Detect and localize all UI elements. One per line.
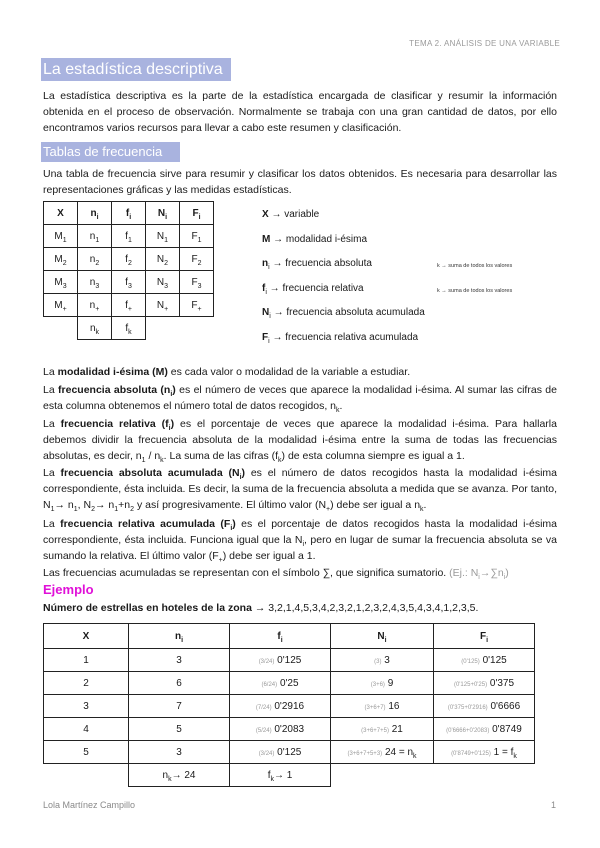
table-cell: (3/24) 0'125 <box>230 741 331 764</box>
header-cell: $N_i$ <box>331 624 434 649</box>
definition-sumatorio: Las frecuencias acumuladas se representan con el símbolo ∑, que significa sumatorio. (Ej.: $N_i\to\sum n_i$) <box>43 567 509 582</box>
table-cell: (5/24) 0'2083 <box>230 718 331 741</box>
table-cell: (0'6666+0'2083) 0'8749 <box>434 718 535 741</box>
table-row <box>44 672 535 695</box>
example-table <box>43 623 535 787</box>
table-cell: $f_2$ <box>112 248 146 271</box>
table-cell: 3 <box>129 741 230 764</box>
frequency-template-table <box>43 201 214 340</box>
definition-frecuencia-absoluta: La frecuencia absoluta $(n_i)$ es el número de veces que aparece la modalidad i-ésima. Al sumar las cifras de esta columna obtenemos el número total de datos recogidos, $n_k$. <box>43 384 557 415</box>
table-cell: (3+6) 9 <box>331 672 434 695</box>
table-header-row <box>44 624 535 649</box>
table-cell: $n_1$ <box>78 225 112 248</box>
header-cell: $F_i$ <box>434 624 535 649</box>
total-cell: $n_k$ <box>78 317 112 340</box>
definition-absoluta-acumulada: La frecuencia absoluta acumulada $(N_i)$ es el número de datos recogidos hasta la modalidad i-ésima correspondiente, ésta incluida. Es decir, la suma de la frecuencia absoluta a medida que se avanza. Por tanto, $N_1\to n_1$, $N_2\to n_1+n_2$ y así progresivamente. El último valor $(N_+)$ debe ser igual a $n_k$. <box>43 467 557 514</box>
table-cell: 3 <box>44 695 129 718</box>
legend-item: $F_i$ → frecuencia relativa acumulada <box>262 332 419 345</box>
table-cell: $N_3$ <box>146 271 180 294</box>
section-title-tablas: Tablas de frecuencia <box>41 142 180 162</box>
blank-cell <box>434 764 535 787</box>
example-title: Ejemplo <box>43 582 94 597</box>
header-cell: $f_i$ <box>112 202 146 225</box>
table-row <box>44 718 535 741</box>
table-cell: (0'375+0'2916) 0'6666 <box>434 695 535 718</box>
legend-item: M → modalidad i-ésima <box>262 234 368 245</box>
table-cell: (6/24) 0'25 <box>230 672 331 695</box>
table-row <box>44 225 214 248</box>
example-subtitle: Número de estrellas en hoteles de la zona → 3,2,1,4,5,3,4,2,3,2,1,2,3,2,4,3,5,4,3,4,1,2,3,5. <box>43 602 479 614</box>
section-title-estadistica: La estadística descriptiva <box>41 58 231 81</box>
legend-item: $n_i$ → frecuencia absoluta <box>262 258 372 271</box>
blank-cell <box>44 317 78 340</box>
table-cell: $n_3$ <box>78 271 112 294</box>
table-row <box>44 649 535 672</box>
running-header: TEMA 2. ANÁLISIS DE UNA VARIABLE <box>409 39 560 48</box>
definition-relativa-acumulada: La frecuencia relativa acumulada $(F_i)$ es el porcentaje de datos recogidos hasta la modalidad i-ésima correspondiente, ésta incluida. Funciona igual que la $N_i$, pero en lugar de sumar la frecuencia absoluta se va sumando la relativa. El último valor $(F_+)$ debe ser igual a 1. <box>43 518 557 565</box>
legend-item: $f_i$ → frecuencia relativa <box>262 283 364 296</box>
blank-cell <box>44 764 129 787</box>
table-row <box>44 294 214 317</box>
total-cell: $n_k\to 24$ <box>129 764 230 787</box>
legend-note: k → suma de todos los valores <box>437 288 513 294</box>
header-cell: $N_i$ <box>146 202 180 225</box>
table-totals-row <box>44 764 535 787</box>
table-cell: $M_2$ <box>44 248 78 271</box>
table-header-row <box>44 202 214 225</box>
intro-paragraph: La estadística descriptiva es la parte de la estadística encargada de clasificar y resumir la información obtenida en el proceso de observación. Normalmente se trabaja con una gran cantidad de datos, por ello encontramos varios recursos para llevar a cabo este resumen y clasificación. <box>43 90 557 134</box>
footer-author: Lola Martínez Campillo <box>43 800 136 810</box>
table-cell: 7 <box>129 695 230 718</box>
header-cell: X <box>44 624 129 649</box>
table-cell: (7/24) 0'2916 <box>230 695 331 718</box>
table-cell: (3/24) 0'125 <box>230 649 331 672</box>
table-cell: $F_3$ <box>180 271 214 294</box>
definition-modalidad: La modalidad i-ésima (M) es cada valor o modalidad de la variable a estudiar. <box>43 366 411 378</box>
table-cell: $n_2$ <box>78 248 112 271</box>
table-cell: $N_1$ <box>146 225 180 248</box>
table-cell: (3+6+7) 16 <box>331 695 434 718</box>
table-cell: (3) 3 <box>331 649 434 672</box>
table-cell: $F_1$ <box>180 225 214 248</box>
header-cell: $n_i$ <box>78 202 112 225</box>
tablas-paragraph: Una tabla de frecuencia sirve para resumir y clasificar los datos obtenidos. Es necesaria para desarrollar las representaciones gráficas y las medidas estadísticas. <box>43 168 557 196</box>
table-cell: $f_3$ <box>112 271 146 294</box>
table-cell: 4 <box>44 718 129 741</box>
table-cell: $F_+$ <box>180 294 214 317</box>
blank-cell <box>180 317 214 340</box>
total-cell: $f_k\to 1$ <box>230 764 331 787</box>
table-cell: $f_1$ <box>112 225 146 248</box>
table-cell: $F_2$ <box>180 248 214 271</box>
table-cell: $f_+$ <box>112 294 146 317</box>
table-cell: $M_1$ <box>44 225 78 248</box>
definition-frecuencia-relativa: La frecuencia relativa $(f_i)$ es el porcentaje de veces que aparece la modalidad i-ésima. Para hallarla debemos dividir la frecuencia absoluta de la modalidad i-ésima entre la suma de todas las frecuencias absolutas, es decir, $n_1 / n_k$. La suma de las cifras $(f_k)$ de esta columna siempre es igual a 1. <box>43 418 557 465</box>
table-cell: (0'125+0'25) 0'375 <box>434 672 535 695</box>
table-cell: (3+6+7+5+3) $24 = n_k$ <box>331 741 434 764</box>
legend-note: k → suma de todos los valores <box>437 263 513 269</box>
page-number: 1 <box>550 800 556 810</box>
table-row <box>44 741 535 764</box>
table-cell: (3+6+7+5) 21 <box>331 718 434 741</box>
table-totals-row <box>44 317 214 340</box>
table-row <box>44 248 214 271</box>
table-cell: 5 <box>44 741 129 764</box>
legend-item: $N_i$ → frecuencia absoluta acumulada <box>262 307 425 320</box>
table-cell: 5 <box>129 718 230 741</box>
table-cell: 6 <box>129 672 230 695</box>
table-cell: 3 <box>129 649 230 672</box>
table-row <box>44 695 535 718</box>
table-cell: 1 <box>44 649 129 672</box>
header-cell: $n_i$ <box>129 624 230 649</box>
table-cell: $N_2$ <box>146 248 180 271</box>
header-cell: X <box>44 202 78 225</box>
legend-item: X → variable <box>262 209 320 220</box>
header-cell: $F_i$ <box>180 202 214 225</box>
table-cell: $M_+$ <box>44 294 78 317</box>
table-cell: 2 <box>44 672 129 695</box>
table-row <box>44 271 214 294</box>
blank-cell <box>146 317 180 340</box>
table-cell: (0'8749+0'125) $1 = f_k$ <box>434 741 535 764</box>
header-cell: $f_i$ <box>230 624 331 649</box>
table-cell: (0'125) 0'125 <box>434 649 535 672</box>
total-cell: $f_k$ <box>112 317 146 340</box>
table-cell: $M_3$ <box>44 271 78 294</box>
table-cell: $N_+$ <box>146 294 180 317</box>
blank-cell <box>331 764 434 787</box>
table-cell: $n_+$ <box>78 294 112 317</box>
